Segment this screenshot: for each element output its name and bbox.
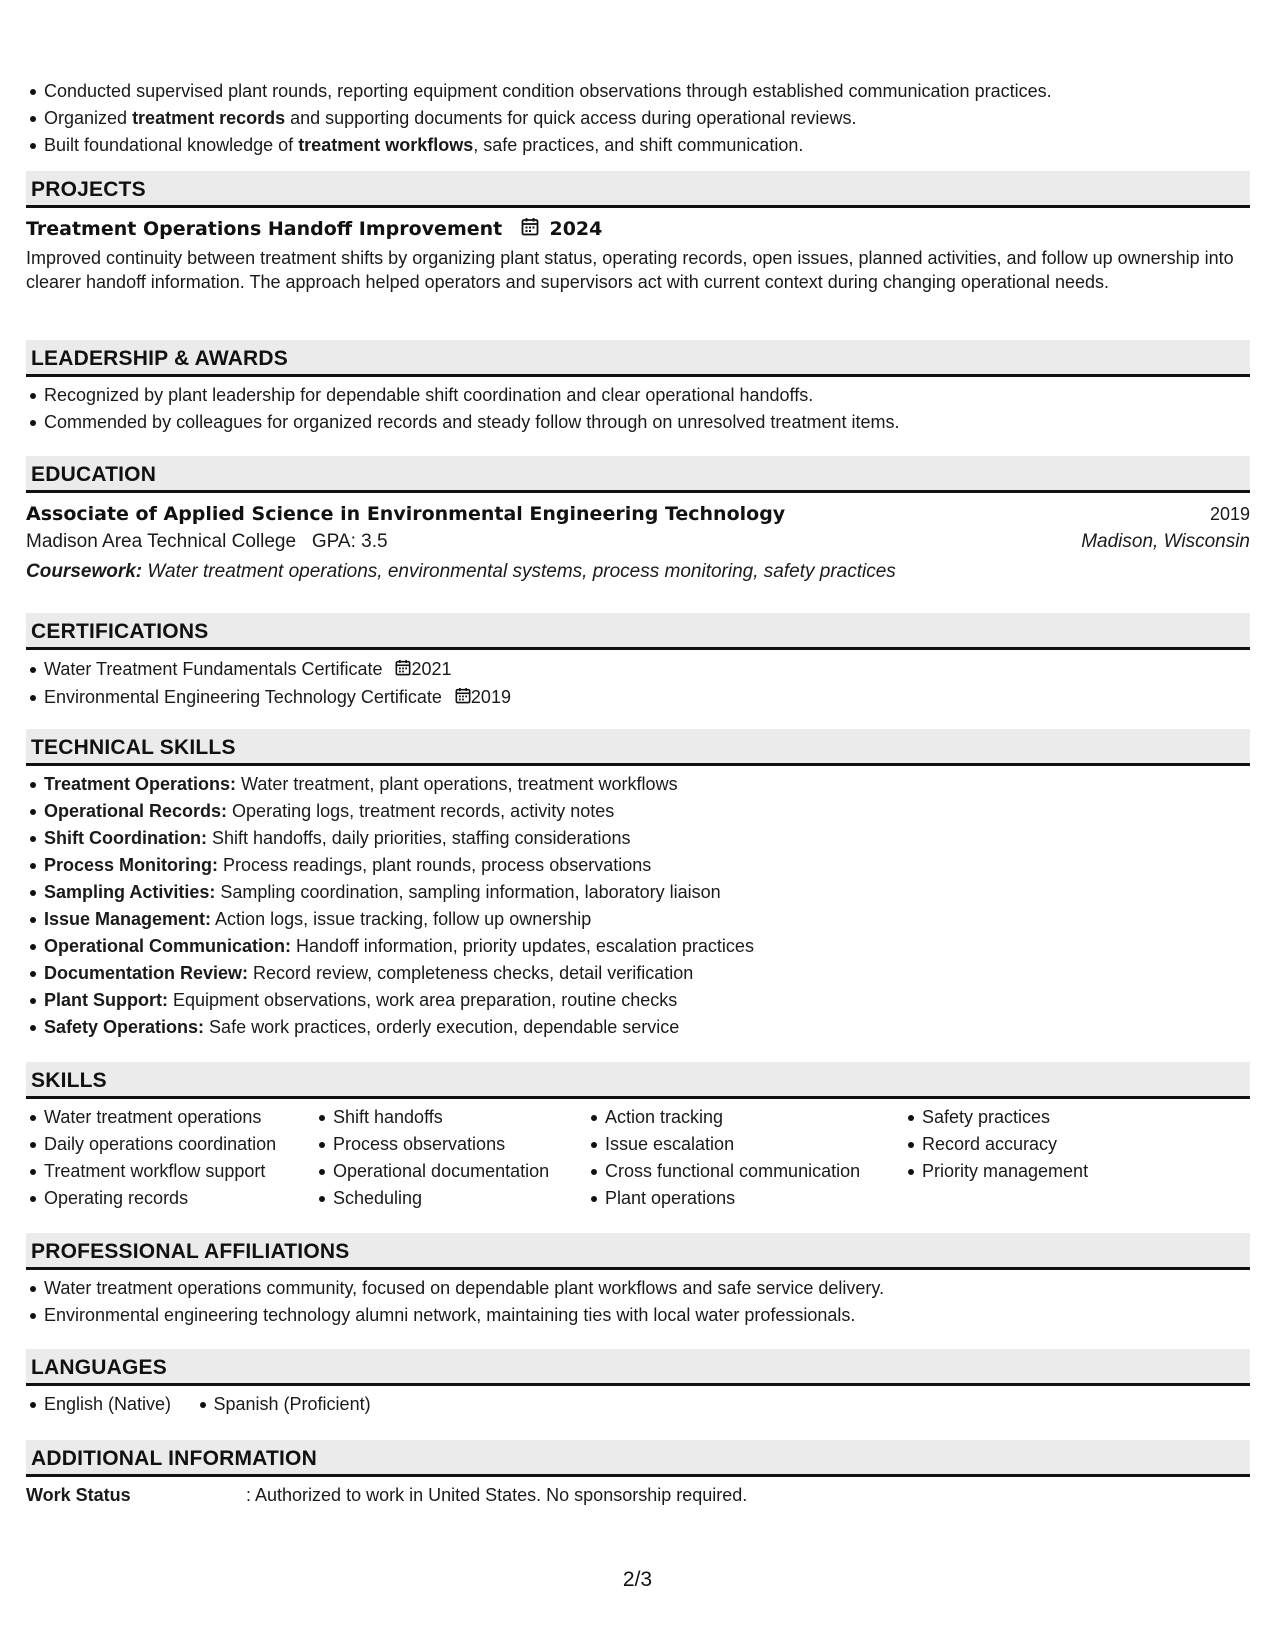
skills-column [26,1104,276,1212]
list-item: Plant operations [587,1185,860,1212]
experience-bullet: Organized treatment records and supporting documents for quick access during operational reviews. [26,105,1250,132]
school-location: Madison, Wisconsin [1081,531,1250,552]
list-item: Commended by colleagues for organized records and steady follow through on unresolved treatment items. [26,409,1250,436]
education-heading: EDUCATION [26,456,1250,493]
list-item: Action tracking [587,1104,860,1131]
list-item: Process observations [315,1131,549,1158]
education-degree-row [26,501,1250,527]
skills-column [904,1104,1088,1185]
coursework-text: Water treatment operations, environmental systems, process monitoring, safety practices [147,561,896,582]
education-school-row [26,527,1250,557]
list-item: Priority management [904,1158,1088,1185]
project-description: Improved continuity between treatment shifts by organizing plant status, operating records, open issues, planned activities, and follow up ownership into clearer handoff information. The approach helped operators and supervisors act with current context during changing operational needs. [26,247,1234,292]
list-item: Issue escalation [587,1131,860,1158]
skills-grid [26,1104,1250,1212]
list-item: Shift Coordination: Shift handoffs, daily priorities, staffing considerations [26,825,1250,852]
list-item: Record accuracy [904,1131,1088,1158]
graduation-year: 2019 [1209,504,1250,524]
affiliations-heading: PROFESSIONAL AFFILIATIONS [26,1233,1250,1270]
gpa: GPA: 3.5 [311,531,388,552]
list-item: Safety practices [904,1104,1088,1131]
calendar-icon [521,217,539,243]
list-item: English (Native) [26,1391,171,1418]
leadership-list [26,382,1250,436]
school-name: Madison Area Technical College [26,531,297,552]
calendar-icon [395,657,411,684]
coursework-label: Coursework: [26,561,143,582]
list-item: Operational Records: Operating logs, treatment records, activity notes [26,798,1250,825]
experience-bullets [26,78,1250,159]
list-item: Operating records [26,1185,276,1212]
list-item: Process Monitoring: Process readings, plant rounds, process observations [26,852,1250,879]
projects-heading: PROJECTS [26,171,1250,208]
project-title: Treatment Operations Handoff Improvement [26,218,503,240]
skills-heading: SKILLS [26,1062,1250,1099]
list-item: Cross functional communication [587,1158,860,1185]
list-item: Water treatment operations community, focused on dependable plant workflows and safe service delivery. [26,1275,1250,1302]
list-item: Safety Operations: Safe work practices, orderly execution, dependable service [26,1014,1250,1041]
certification-name: Water Treatment Fundamentals Certificate [44,659,383,679]
list-item: Scheduling [315,1185,549,1212]
certification-year: 2021 [411,659,452,679]
skills-column [587,1104,860,1212]
list-item: Plant Support: Equipment observations, work area preparation, routine checks [26,987,1250,1014]
list-item: Spanish (Proficient) [196,1391,371,1418]
list-item: Daily operations coordination [26,1131,276,1158]
work-status-value: : Authorized to work in United States. No sponsorship required. [246,1485,748,1505]
project-title-row [26,216,1250,243]
list-item: Environmental engineering technology alumni network, maintaining ties with local water professionals. [26,1302,1250,1329]
certifications-heading: CERTIFICATIONS [26,613,1250,650]
calendar-icon [455,685,471,712]
languages-heading: LANGUAGES [26,1349,1250,1386]
page-number: 2/3 [622,1568,653,1591]
degree-title: Associate of Applied Science in Environmental Engineering Technology [26,503,786,525]
work-status-label: Work Status [26,1485,131,1505]
list-item: Documentation Review: Record review, completeness checks, detail verification [26,960,1250,987]
list-item: Recognized by plant leadership for dependable shift coordination and clear operational handoffs. [26,382,1250,409]
languages-list [26,1391,1250,1418]
experience-bullet: Conducted supervised plant rounds, reporting equipment condition observations through established communication practices. [26,78,1250,105]
experience-bullet: Built foundational knowledge of treatment workflows, safe practices, and shift communication. [26,132,1250,159]
list-item [26,656,1250,684]
certification-name: Environmental Engineering Technology Certificate [44,686,442,707]
list-item: Shift handoffs [315,1104,549,1131]
list-item [26,684,1250,712]
list-item: Water treatment operations [26,1104,276,1131]
certifications-list [26,656,1250,712]
list-item: Sampling Activities: Sampling coordination, sampling information, laboratory liaison [26,879,1250,906]
additional-info-heading: ADDITIONAL INFORMATION [26,1440,1250,1477]
list-item: Treatment Operations: Water treatment, plant operations, treatment workflows [26,771,1250,798]
work-status-row [26,1483,1250,1507]
affiliations-list [26,1275,1250,1329]
list-item: Treatment workflow support [26,1158,276,1185]
skills-column [315,1104,549,1212]
list-item: Operational Communication: Handoff information, priority updates, escalation practices [26,933,1250,960]
technical-skills-heading: TECHNICAL SKILLS [26,729,1250,766]
list-item: Operational documentation [315,1158,549,1185]
technical-skills-list [26,771,1250,1041]
leadership-heading: LEADERSHIP & AWARDS [26,340,1250,377]
project-year: 2024 [549,218,603,240]
coursework [26,557,1250,587]
certification-year: 2019 [470,686,511,707]
list-item: Issue Management: Action logs, issue tracking, follow up ownership [26,906,1250,933]
